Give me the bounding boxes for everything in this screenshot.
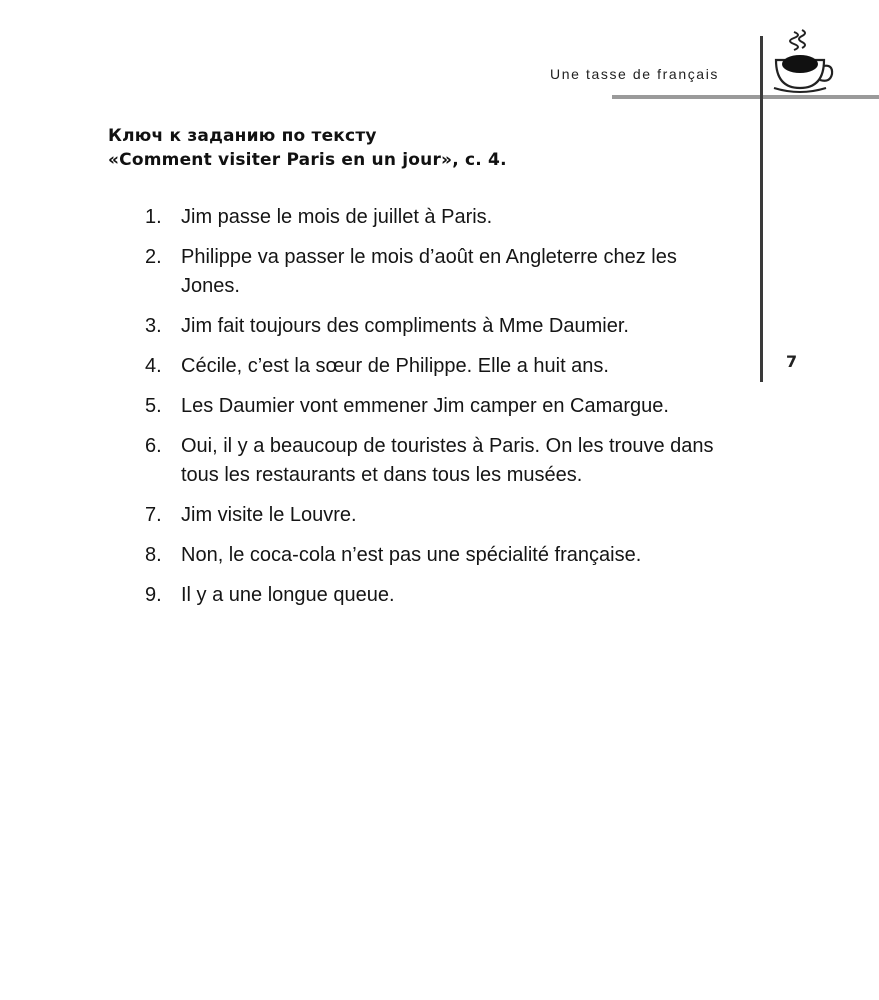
answer-text: Jim visite le Louvre. (181, 504, 357, 526)
answer-number: 6. (145, 435, 162, 457)
answer-number: 3. (145, 315, 162, 337)
answer-number: 1. (145, 206, 162, 228)
answer-number: 5. (145, 395, 162, 417)
answer-text: Philippe va passer le mois d’août en Angleterre chez les Jones. (181, 246, 677, 297)
answer-number: 2. (145, 246, 162, 268)
list-item (145, 432, 735, 490)
list-item (145, 541, 735, 570)
answer-number: 7. (145, 504, 162, 526)
page-number: 7 (786, 352, 798, 371)
answer-text: Oui, il y a beaucoup de touristes à Paris. On les trouve dans tous les restaurants et dans tous les musées. (181, 435, 714, 486)
answer-key-heading (108, 124, 507, 172)
answer-text: Non, le coca-cola n’est pas une spécialité française. (181, 544, 642, 566)
list-item (145, 203, 735, 232)
list-item (145, 581, 735, 610)
answer-text: Jim fait toujours des compliments à Mme Daumier. (181, 315, 629, 337)
header-rule (612, 95, 879, 99)
list-item (145, 392, 735, 421)
list-item (145, 243, 735, 301)
coffee-cup-icon (770, 28, 834, 96)
answer-text: Cécile, c’est la sœur de Philippe. Elle a huit ans. (181, 355, 609, 377)
answer-text: Il y a une longue queue. (181, 584, 395, 606)
answer-number: 4. (145, 355, 162, 377)
list-item (145, 501, 735, 530)
running-header-title: Une tasse de français (550, 66, 720, 82)
margin-rule (760, 36, 763, 382)
list-item (145, 352, 735, 381)
answer-number: 9. (145, 584, 162, 606)
answer-text: Les Daumier vont emmener Jim camper en Camargue. (181, 395, 669, 417)
list-item (145, 312, 735, 341)
heading-line-2: «Comment visiter Paris en un jour», c. 4. (108, 150, 507, 170)
answer-list (145, 203, 735, 621)
heading-line-1: Ключ к заданию по тексту (108, 126, 377, 146)
answer-text: Jim passe le mois de juillet à Paris. (181, 206, 493, 228)
answer-number: 8. (145, 544, 162, 566)
